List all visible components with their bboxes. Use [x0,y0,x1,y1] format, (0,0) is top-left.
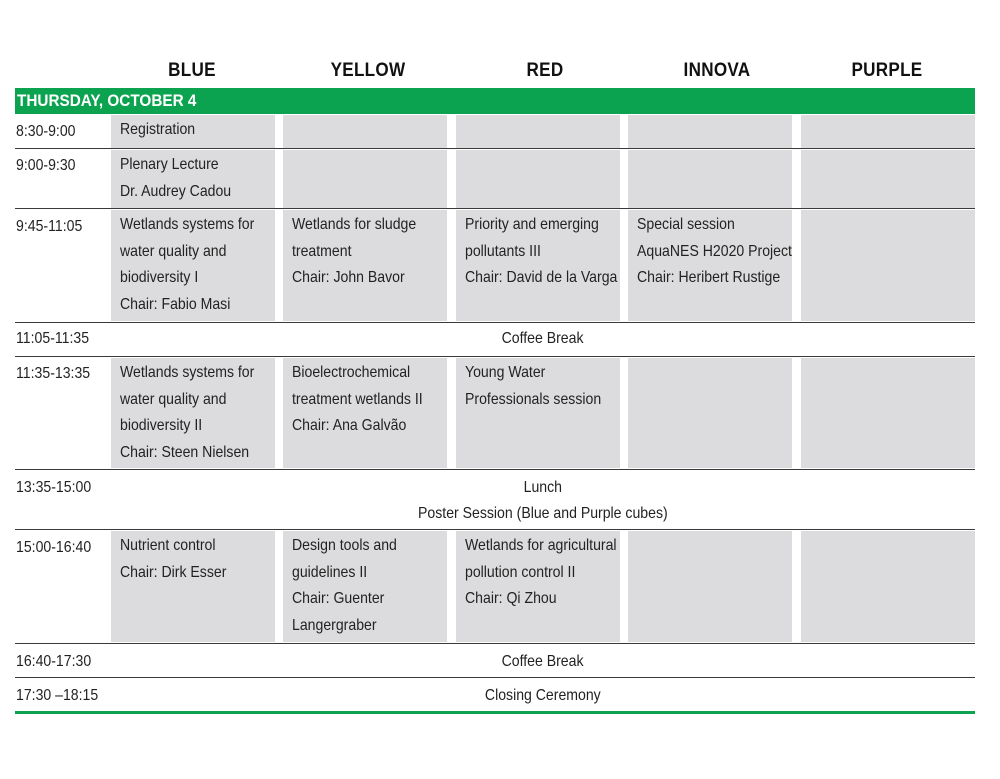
cell-r2-innova [628,150,792,208]
column-header-yellow: YELLOW [330,60,406,81]
row-divider [15,356,975,357]
cell-r3-yellow: Wetlands for sludge treatment Chair: John Bavor [283,210,447,321]
poster-session: Poster Session (Blue and Purple cubes) [418,505,668,522]
row-divider [15,677,975,678]
table-bottom-rule [15,711,975,714]
cell-r1-innova [628,115,792,148]
cell-r7-purple [801,531,975,642]
cell-r1-red [456,115,620,148]
cell-r7-yellow: Design tools and guidelines II Chair: Guenter Langergraber [283,531,447,642]
row-divider [15,148,975,149]
cell-r1-purple [801,115,975,148]
cell-r1-yellow [283,115,447,148]
cell-r3-innova: Special session AquaNES H2020 Project Chair: Heribert Rustige [628,210,792,321]
cell-r3-red: Priority and emerging pollutants III Chair: David de la Varga [456,210,620,321]
row-divider [15,643,975,644]
cell-r5-purple [801,358,975,468]
cell-r2-purple [801,150,975,208]
cell-r5-blue: Wetlands systems for water quality and biodiversity II Chair: Steen Nielsen [111,358,275,468]
row-divider [15,529,975,530]
column-header-innova: INNOVA [683,60,751,81]
column-header-blue: BLUE [168,60,216,81]
cell-r7-blue: Nutrient control Chair: Dirk Esser [111,531,275,642]
time-slot: 9:00-9:30 [16,157,76,174]
cell-r3-purple [801,210,975,321]
cell-r5-innova [628,358,792,468]
time-slot: 13:35-15:00 [16,479,92,496]
time-slot: 8:30-9:00 [16,123,76,140]
cell-r5-red: Young Water Professionals session [456,358,620,468]
coffee-break: Coffee Break [502,330,584,347]
cell-r7-innova [628,531,792,642]
time-slot: 17:30 –18:15 [16,687,99,704]
time-slot: 11:05-11:35 [16,330,90,347]
time-slot: 11:35-13:35 [16,365,91,382]
cell-r5-yellow: Bioelectrochemical treatment wetlands II Chair: Ana Galvão [283,358,447,468]
cell-r3-blue: Wetlands systems for water quality and biodiversity I Chair: Fabio Masi [111,210,275,321]
column-header-purple: PURPLE [851,60,923,81]
time-slot: 15:00-16:40 [16,539,92,556]
day-header: THURSDAY, OCTOBER 4 [15,88,975,114]
column-header-red: RED [526,60,564,81]
lunch: Lunch [523,479,563,496]
coffee-break: Coffee Break [502,653,584,670]
time-slot: 16:40-17:30 [16,653,92,670]
cell-r2-yellow [283,150,447,208]
cell-r2-blue: Plenary Lecture Dr. Audrey Cadou [111,150,275,208]
cell-r2-red [456,150,620,208]
cell-r1-blue: Registration [111,115,275,148]
closing-ceremony: Closing Ceremony [485,687,601,704]
row-divider [15,322,975,323]
cell-r7-red: Wetlands for agricultural pollution control II Chair: Qi Zhou [456,531,620,642]
row-divider [15,469,975,470]
time-slot: 9:45-11:05 [16,218,83,235]
row-divider [15,208,975,209]
